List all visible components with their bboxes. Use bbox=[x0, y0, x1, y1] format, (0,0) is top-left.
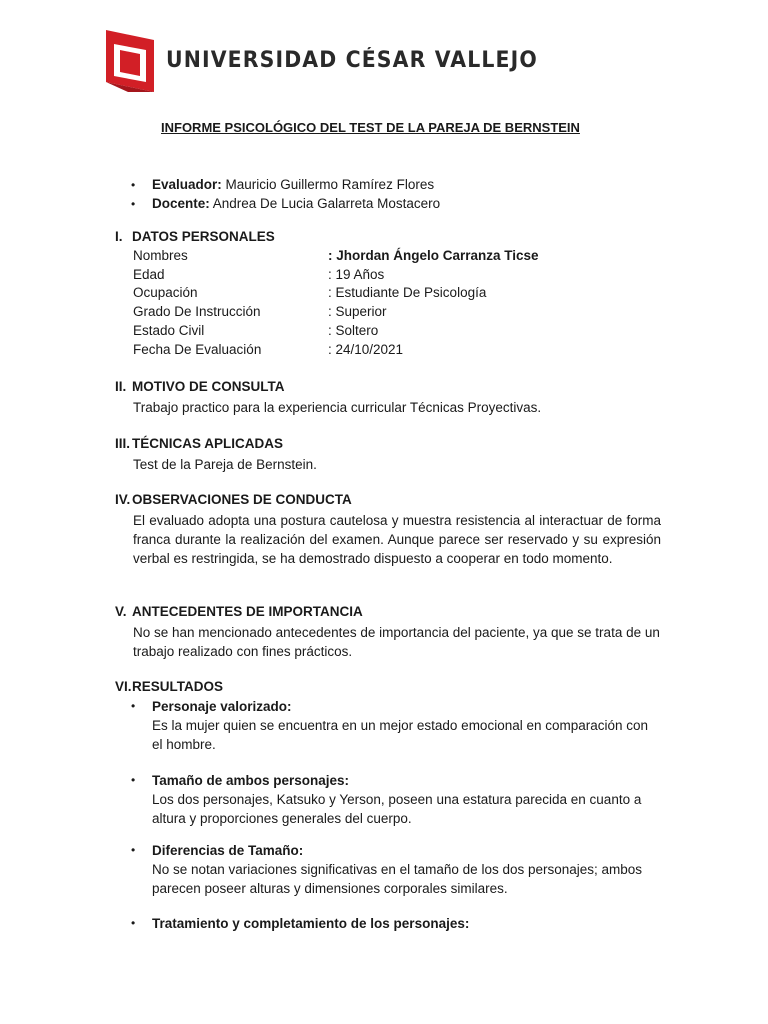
bullet-icon: • bbox=[131, 178, 136, 192]
result-label: Diferencias de Tamaño: bbox=[152, 843, 304, 858]
bullet-icon: • bbox=[131, 843, 136, 857]
field-value: : Superior bbox=[328, 304, 387, 320]
section-number: VI. bbox=[115, 679, 132, 694]
result-label: Personaje valorizado: bbox=[152, 699, 292, 714]
result-text: Es la mujer quien se encuentra en un mejor estado emocional en comparación con el hombre. bbox=[152, 718, 649, 752]
field-value: : 19 Años bbox=[328, 266, 385, 282]
field-value: : Soltero bbox=[328, 322, 379, 338]
bullet-icon: • bbox=[131, 916, 136, 930]
field-key: Grado De Instrucción bbox=[133, 304, 261, 320]
table-row bbox=[133, 247, 539, 266]
table-row bbox=[133, 303, 539, 322]
section-title: TÉCNICAS APLICADAS bbox=[132, 436, 284, 451]
section-heading bbox=[115, 679, 223, 694]
section-heading bbox=[115, 379, 285, 394]
section-number: I. bbox=[115, 229, 123, 244]
table-row bbox=[133, 266, 539, 285]
section-number: III. bbox=[115, 436, 131, 451]
bullet-icon: • bbox=[131, 773, 136, 787]
section-title: ANTECEDENTES DE IMPORTANCIA bbox=[132, 604, 363, 619]
field-key: Ocupación bbox=[133, 285, 198, 301]
institution-name: UNIVERSIDAD CÉSAR VALLEJO bbox=[166, 48, 538, 73]
section-heading bbox=[115, 604, 363, 619]
field-value: : Jhordan Ángelo Carranza Ticse bbox=[328, 248, 539, 263]
document-title: INFORME PSICOLÓGICO DEL TEST DE LA PAREJA DE BERNSTEIN bbox=[161, 120, 580, 135]
section-number: V. bbox=[115, 604, 127, 619]
table-row bbox=[133, 322, 539, 341]
result-item bbox=[131, 771, 662, 828]
bullet-icon: • bbox=[131, 699, 136, 713]
list-item bbox=[131, 195, 440, 214]
result-label: Tamaño de ambos personajes: bbox=[152, 773, 350, 788]
section-number: IV. bbox=[115, 492, 131, 507]
table-row bbox=[133, 284, 539, 303]
evaluator-value: Mauricio Guillermo Ramírez Flores bbox=[221, 177, 435, 192]
section-heading bbox=[115, 436, 283, 451]
result-label: Tratamiento y completamiento de los personajes: bbox=[152, 916, 470, 931]
field-key: Edad bbox=[133, 266, 165, 282]
section-title: OBSERVACIONES DE CONDUCTA bbox=[132, 492, 352, 507]
section-heading bbox=[115, 492, 352, 507]
field-key: Fecha De Evaluación bbox=[133, 341, 262, 357]
field-value: : Estudiante De Psicología bbox=[328, 285, 487, 301]
teacher-value: Andrea De Lucia Galarreta Mostacero bbox=[209, 195, 441, 211]
tecnicas-text: Test de la Pareja de Bernstein. bbox=[133, 457, 317, 472]
result-text: No se notan variaciones significativas en el tamaño de los dos personajes; ambos parecen poseer alturas y dimensiones corporales similares. bbox=[152, 862, 643, 896]
bullet-icon: • bbox=[131, 196, 136, 211]
result-item bbox=[131, 841, 662, 898]
table-row bbox=[133, 341, 539, 360]
evaluator-label: Evaluador: bbox=[152, 177, 222, 192]
section-title: RESULTADOS bbox=[132, 679, 223, 694]
section-number: II. bbox=[115, 379, 127, 394]
observaciones-text: El evaluado adopta una postura cautelosa y muestra resistencia al interactuar de forma franca durante la realización del examen. Aunque parece ser reservado y su expresión verbal es restringida, se ha demostrado dispuesto a cooperar en todo momento. bbox=[133, 513, 661, 566]
result-item bbox=[131, 914, 469, 933]
result-text: Los dos personajes, Katsuko y Yerson, poseen una estatura parecida en cuanto a altura y proporciones generales del cuerpo. bbox=[152, 792, 642, 826]
antecedentes-text: No se han mencionado antecedentes de importancia del paciente, ya que se trata de un trabajo realizado con fines prácticos. bbox=[133, 625, 660, 659]
university-logo bbox=[106, 30, 154, 92]
teacher-label: Docente: bbox=[152, 195, 210, 211]
section-heading bbox=[115, 229, 275, 244]
result-item bbox=[131, 697, 662, 754]
section-title: MOTIVO DE CONSULTA bbox=[132, 379, 285, 394]
field-key: Nombres bbox=[133, 248, 188, 263]
field-key: Estado Civil bbox=[133, 322, 205, 338]
section-title: DATOS PERSONALES bbox=[132, 229, 275, 244]
list-item bbox=[131, 176, 440, 195]
field-value: : 24/10/2021 bbox=[328, 341, 404, 357]
participants-list bbox=[131, 176, 440, 213]
motivo-text: Trabajo practico para la experiencia curricular Técnicas Proyectivas. bbox=[133, 400, 542, 415]
personal-data-table bbox=[133, 247, 539, 359]
